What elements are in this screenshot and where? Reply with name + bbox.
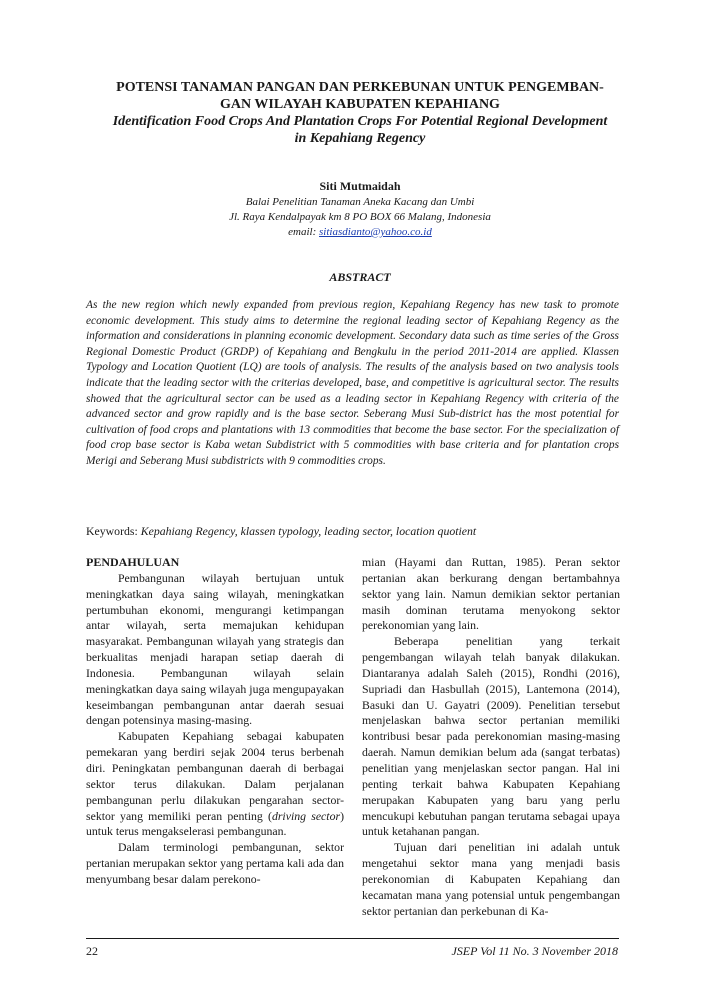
body-paragraph: Dalam terminologi pembangunan, sektor pertanian merupakan sektor yang pertama kali ada dan menyumbang besar dalam perekono-: [86, 840, 344, 886]
body-text: Kabupaten Kepahiang sebagai kabupaten pemekaran yang berdiri sejak 2004 terus berbenah diri. Peningkatan pembangunan daerah di berbagai sektor terus dilakukan. Dalam perjalanan pembangunan perlu dilakukan pengarahan sector-sektor yang memiliki peran penting (: [86, 729, 344, 823]
keywords-label: Keywords:: [86, 524, 141, 538]
title-indonesian: [70, 79, 650, 113]
body-paragraph: Tujuan dari penelitian ini adalah untuk mengetahui sektor mana yang menjadi basis perekonomian di Kabupaten Kepahiang dan kecamatan mana yang potensial untuk pengembangan sektor pertanian dan perkebunan di Ka-: [362, 840, 620, 918]
author-name: Siti Mutmaidah: [319, 179, 401, 193]
author-email: [0, 225, 720, 240]
title-indonesian-line-1: POTENSI TANAMAN PANGAN DAN PERKEBUNAN UNTUK PENGEMBAN-: [116, 80, 604, 95]
body-paragraph: Pembangunan wilayah bertujuan untuk meningkatkan daya saing wilayah, meningkatkan pertumbuhan ekonomi, mengurangi ketimpangan antar wilayah, serta memajukan kehidupan masyarakat. Pembangunan wilayah yang strategis dan berkualitas menjadi harapan setiap daerah di Indonesia. Pembangunan wilayah selain meningkatkan daya saing wilayah juga mengupayakan keseimbangan pembangunan antar daerah sesuai dengan potensinya masing-masing.: [86, 570, 344, 728]
body-paragraph: Beberapa penelitian yang terkait pengembangan wilayah telah banyak dilakukan. Diantaranya adalah Saleh (2015), Rondhi (2016), Supriadi dan Hasbullah (2015), Lantemona (2014), Basuki dan U. Gayatri (2009). Penelitian tersebut menjelaskan bahwa sector pertanian memiliki kontribusi besar pada perekonomian masing-masing daerah. Namun demikian belum ada (sangat terbatas) penelitian yang menjelaskan sector pangan. Hal ini penting terkait bahwa Kabupaten Kepahiang merupakan Kabupaten yang baru yang perlu mencukupi kebutuhan pangan terutama sebagai upaya untuk ketahanan pangan.: [362, 634, 620, 839]
emphasis-text: driving sector: [271, 808, 341, 823]
email-link[interactable]: sitiasdianto@yahoo.co.id: [319, 226, 432, 238]
right-column: [362, 555, 620, 919]
affiliation-institution: Balai Penelitian Tanaman Aneka Kacang dan Umbi: [245, 196, 475, 208]
title-indonesian-line-2: GAN WILAYAH KABUPATEN KEPAHIANG: [220, 97, 500, 112]
title-english-line-2: in Kepahiang Regency: [294, 131, 426, 146]
body-paragraph: [86, 729, 344, 840]
title-english-line-1: Identification Food Crops And Plantation Crops For Potential Regional Development: [112, 114, 608, 129]
page-number: 22: [86, 944, 98, 958]
title-english: [70, 113, 650, 147]
footer-divider: [86, 938, 619, 939]
keywords-value: Kepahiang Regency, klassen typology, leading sector, location quotient: [140, 524, 477, 538]
left-column: [86, 555, 344, 888]
body-paragraph: mian (Hayami dan Ruttan, 1985). Peran sektor pertanian akan berkurang dengan bertambahnya sektor yang lain. Namun demikian sektor pertanian masih dominan terutama menyokong sektor perekonomian yang lain.: [362, 555, 620, 633]
affiliation-address: Jl. Raya Kendalpayak km 8 PO BOX 66 Malang, Indonesia: [229, 211, 491, 223]
keywords: [86, 524, 476, 539]
abstract-heading: ABSTRACT: [329, 270, 391, 284]
journal-reference: JSEP Vol 11 No. 3 November 2018: [451, 944, 618, 958]
section-heading: PENDAHULUAN: [86, 555, 180, 569]
body-text: ) untuk terus mengakselerasi pembangunan.: [86, 808, 344, 839]
abstract-text: As the new region which newly expanded from previous region, Kepahiang Regency has new task to promote economic development. This study aims to determine the regional leading sector of Kepahiang Regency as the information and considerations in planning economic development. Secondary data such as time series of the Gross Regional Domestic Product (GRDP) of Kepahiang and Bengkulu in the period 2011-2014 are applied. Klassen Typology and Location Quotient (LQ) are tools of analysis. The results of the analysis based on two analysis tools indicate that the leading sector with the criterias developed, base, and competitive is agricultural sector. The results showed that the agricultural sector can be used as a leading sector in Kepahiang Regency with criteria of the advanced sector and grow rapidly and is the base sector. Seberang Musi Sub-district has the most potential for cultivation of food crops and plantations with 13 commodities that become the base sector. For the specialization of food crop base sector is Kaba wetan Subdistrict with 5 commodities with base criteria and for plantation crops Merigi and Seberang Musi subdistricts with 9 commodities crops.: [86, 299, 619, 467]
email-label: email:: [288, 226, 320, 238]
